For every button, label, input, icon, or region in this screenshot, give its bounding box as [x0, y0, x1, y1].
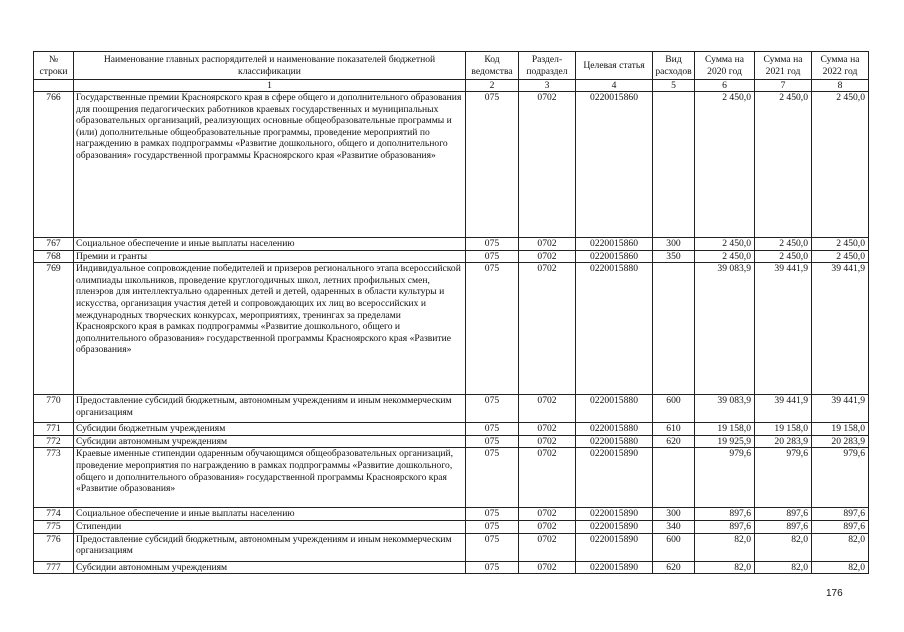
- row-section: 0702: [519, 520, 576, 533]
- row-sum-2020: 897,6: [695, 520, 755, 533]
- row-name: Субсидии бюджетным учреждениям: [74, 423, 466, 436]
- row-number: 767: [34, 238, 74, 251]
- row-sum-2020: 2 450,0: [695, 92, 755, 238]
- row-section: 0702: [519, 435, 576, 448]
- row-sum-2021: 979,6: [755, 448, 812, 508]
- row-number: 772: [34, 435, 74, 448]
- row-number: 769: [34, 263, 74, 395]
- row-sum-2021: 39 441,9: [755, 395, 812, 423]
- row-sum-2020: 39 083,9: [695, 263, 755, 395]
- row-sum-2021: 20 283,9: [755, 435, 812, 448]
- row-sum-2021: 82,0: [755, 533, 812, 561]
- row-section: 0702: [519, 92, 576, 238]
- row-department-code: 075: [466, 520, 519, 533]
- row-sum-2021: 2 450,0: [755, 92, 812, 238]
- row-sum-2021: 897,6: [755, 520, 812, 533]
- row-section: 0702: [519, 508, 576, 521]
- row-sum-2021: 2 450,0: [755, 250, 812, 263]
- row-expense-type: 600: [653, 533, 695, 561]
- row-sum-2022: 2 450,0: [812, 250, 869, 263]
- row-expense-type: 350: [653, 250, 695, 263]
- row-department-code: 075: [466, 423, 519, 436]
- row-sum-2022: 39 441,9: [812, 263, 869, 395]
- table-row: [34, 520, 869, 533]
- table-row: [34, 533, 869, 561]
- column-number: 3: [519, 80, 576, 92]
- row-sum-2020: 979,6: [695, 448, 755, 508]
- row-sum-2021: 19 158,0: [755, 423, 812, 436]
- table-row: [34, 435, 869, 448]
- row-department-code: 075: [466, 448, 519, 508]
- row-section: 0702: [519, 263, 576, 395]
- row-target-article: 0220015890: [576, 533, 653, 561]
- header-name: Наименование главных распорядителей и наименование показателей бюджетной классификации: [74, 52, 466, 80]
- row-section: 0702: [519, 395, 576, 423]
- row-department-code: 075: [466, 263, 519, 395]
- row-department-code: 075: [466, 508, 519, 521]
- column-number: 2: [466, 80, 519, 92]
- row-expense-type: 340: [653, 520, 695, 533]
- row-target-article: 0220015860: [576, 250, 653, 263]
- row-sum-2020: 82,0: [695, 533, 755, 561]
- row-sum-2021: 82,0: [755, 561, 812, 574]
- row-expense-type: [653, 92, 695, 238]
- header-sum-2022: Сумма на 2022 год: [812, 52, 869, 80]
- row-target-article: 0220015860: [576, 92, 653, 238]
- row-name: Социальное обеспечение и иные выплаты населению: [74, 238, 466, 251]
- row-number: 766: [34, 92, 74, 238]
- row-sum-2022: 82,0: [812, 561, 869, 574]
- row-name: Индивидуальное сопровождение победителей и призеров регионального этапа всероссийской олимпиады школьников, проведение круглогодичных школ, летних профильных смен, пленэров для интеллектуально одаренных детей и детей, одаренных в области культуры и искусства, организация участия детей и сопровождающих их лиц во всероссийских и международных творческих конкурсах, мероприятиях, тренингах за пределами Красноярского края в рамках подпрограммы «Развитие дошкольного, общего и дополнительного образования» государственной программы Красноярского края «Развитие образования»: [74, 263, 466, 395]
- row-sum-2022: 979,6: [812, 448, 869, 508]
- row-sum-2022: 897,6: [812, 520, 869, 533]
- row-expense-type: 610: [653, 423, 695, 436]
- column-number: 4: [576, 80, 653, 92]
- column-number: 6: [695, 80, 755, 92]
- header-row: [34, 52, 869, 80]
- row-department-code: 075: [466, 561, 519, 574]
- row-target-article: 0220015880: [576, 263, 653, 395]
- row-name: Государственные премии Красноярского края в сфере общего и дополнительного образования для поощрения педагогических работников краевых государственных и муниципальных образовательных организаций, реализующих основные общеобразовательные программы и (или) дополнительные общеобразовательные программы, проведение мероприятий по награждению в рамках подпрограммы «Развитие дошкольного, общего и дополнительного образования» государственной программы Красноярского края «Развитие образования»: [74, 92, 466, 238]
- row-expense-type: 600: [653, 395, 695, 423]
- header-section: Раздел-подраздел: [519, 52, 576, 80]
- row-number: 777: [34, 561, 74, 574]
- row-sum-2022: 82,0: [812, 533, 869, 561]
- row-expense-type: 620: [653, 561, 695, 574]
- row-sum-2020: 39 083,9: [695, 395, 755, 423]
- row-name: Краевые именные стипендии одаренным обучающимся общеобразовательных организаций, проведение мероприятия по награждению в рамках подпрограммы «Развитие дошкольного, общего и дополнительного образования» государственной программы Красноярского края «Развитие образования»: [74, 448, 466, 508]
- row-target-article: 0220015890: [576, 508, 653, 521]
- budget-table: [33, 51, 869, 574]
- table-row: [34, 423, 869, 436]
- row-name: Субсидии автономным учреждениям: [74, 435, 466, 448]
- row-section: 0702: [519, 448, 576, 508]
- header-target-article: Целевая статья: [576, 52, 653, 80]
- column-number: 1: [74, 80, 466, 92]
- row-expense-type: [653, 263, 695, 395]
- row-sum-2020: 2 450,0: [695, 238, 755, 251]
- row-number: 770: [34, 395, 74, 423]
- row-department-code: 075: [466, 238, 519, 251]
- row-number: 774: [34, 508, 74, 521]
- row-name: Социальное обеспечение и иные выплаты населению: [74, 508, 466, 521]
- row-target-article: 0220015890: [576, 448, 653, 508]
- row-sum-2022: 19 158,0: [812, 423, 869, 436]
- column-number: 7: [755, 80, 812, 92]
- row-target-article: 0220015890: [576, 520, 653, 533]
- row-section: 0702: [519, 423, 576, 436]
- column-number: 8: [812, 80, 869, 92]
- row-number: 771: [34, 423, 74, 436]
- table-row: [34, 250, 869, 263]
- row-sum-2022: 39 441,9: [812, 395, 869, 423]
- table-body: [34, 92, 869, 574]
- row-target-article: 0220015880: [576, 423, 653, 436]
- column-number: [34, 80, 74, 92]
- row-sum-2021: 2 450,0: [755, 238, 812, 251]
- table-row: [34, 508, 869, 521]
- row-department-code: 075: [466, 395, 519, 423]
- row-expense-type: 620: [653, 435, 695, 448]
- table-row: [34, 448, 869, 508]
- column-number: 5: [653, 80, 695, 92]
- row-sum-2021: 897,6: [755, 508, 812, 521]
- row-section: 0702: [519, 533, 576, 561]
- row-sum-2022: 2 450,0: [812, 238, 869, 251]
- table-row: [34, 561, 869, 574]
- row-sum-2022: 20 283,9: [812, 435, 869, 448]
- row-section: 0702: [519, 238, 576, 251]
- row-name: Стипендии: [74, 520, 466, 533]
- row-sum-2020: 19 158,0: [695, 423, 755, 436]
- row-expense-type: 300: [653, 238, 695, 251]
- page-number: 176: [826, 588, 843, 599]
- column-number-row: [34, 80, 869, 92]
- row-department-code: 075: [466, 92, 519, 238]
- row-department-code: 075: [466, 533, 519, 561]
- row-expense-type: 300: [653, 508, 695, 521]
- table-row: [34, 92, 869, 238]
- row-department-code: 075: [466, 250, 519, 263]
- row-expense-type: [653, 448, 695, 508]
- row-target-article: 0220015880: [576, 435, 653, 448]
- row-sum-2020: 82,0: [695, 561, 755, 574]
- table-row: [34, 395, 869, 423]
- header-department-code: Код ведомства: [466, 52, 519, 80]
- row-sum-2020: 2 450,0: [695, 250, 755, 263]
- table-row: [34, 263, 869, 395]
- row-sum-2020: 19 925,9: [695, 435, 755, 448]
- row-number: 775: [34, 520, 74, 533]
- row-target-article: 0220015890: [576, 561, 653, 574]
- row-sum-2022: 2 450,0: [812, 92, 869, 238]
- header-expense-type: Вид расходов: [653, 52, 695, 80]
- table-row: [34, 238, 869, 251]
- header-sum-2021: Сумма на 2021 год: [755, 52, 812, 80]
- row-target-article: 0220015880: [576, 395, 653, 423]
- row-section: 0702: [519, 561, 576, 574]
- row-sum-2021: 39 441,9: [755, 263, 812, 395]
- row-department-code: 075: [466, 435, 519, 448]
- row-section: 0702: [519, 250, 576, 263]
- row-sum-2022: 897,6: [812, 508, 869, 521]
- row-name: Предоставление субсидий бюджетным, автономным учреждениям и иным некоммерческим организациям: [74, 395, 466, 423]
- row-name: Субсидии автономным учреждениям: [74, 561, 466, 574]
- row-number: 773: [34, 448, 74, 508]
- row-name: Предоставление субсидий бюджетным, автономным учреждениям и иным некоммерческим организациям: [74, 533, 466, 561]
- header-sum-2020: Сумма на 2020 год: [695, 52, 755, 80]
- row-number: 776: [34, 533, 74, 561]
- row-sum-2020: 897,6: [695, 508, 755, 521]
- row-name: Премии и гранты: [74, 250, 466, 263]
- header-row-number: № строки: [34, 52, 74, 80]
- row-number: 768: [34, 250, 74, 263]
- row-target-article: 0220015860: [576, 238, 653, 251]
